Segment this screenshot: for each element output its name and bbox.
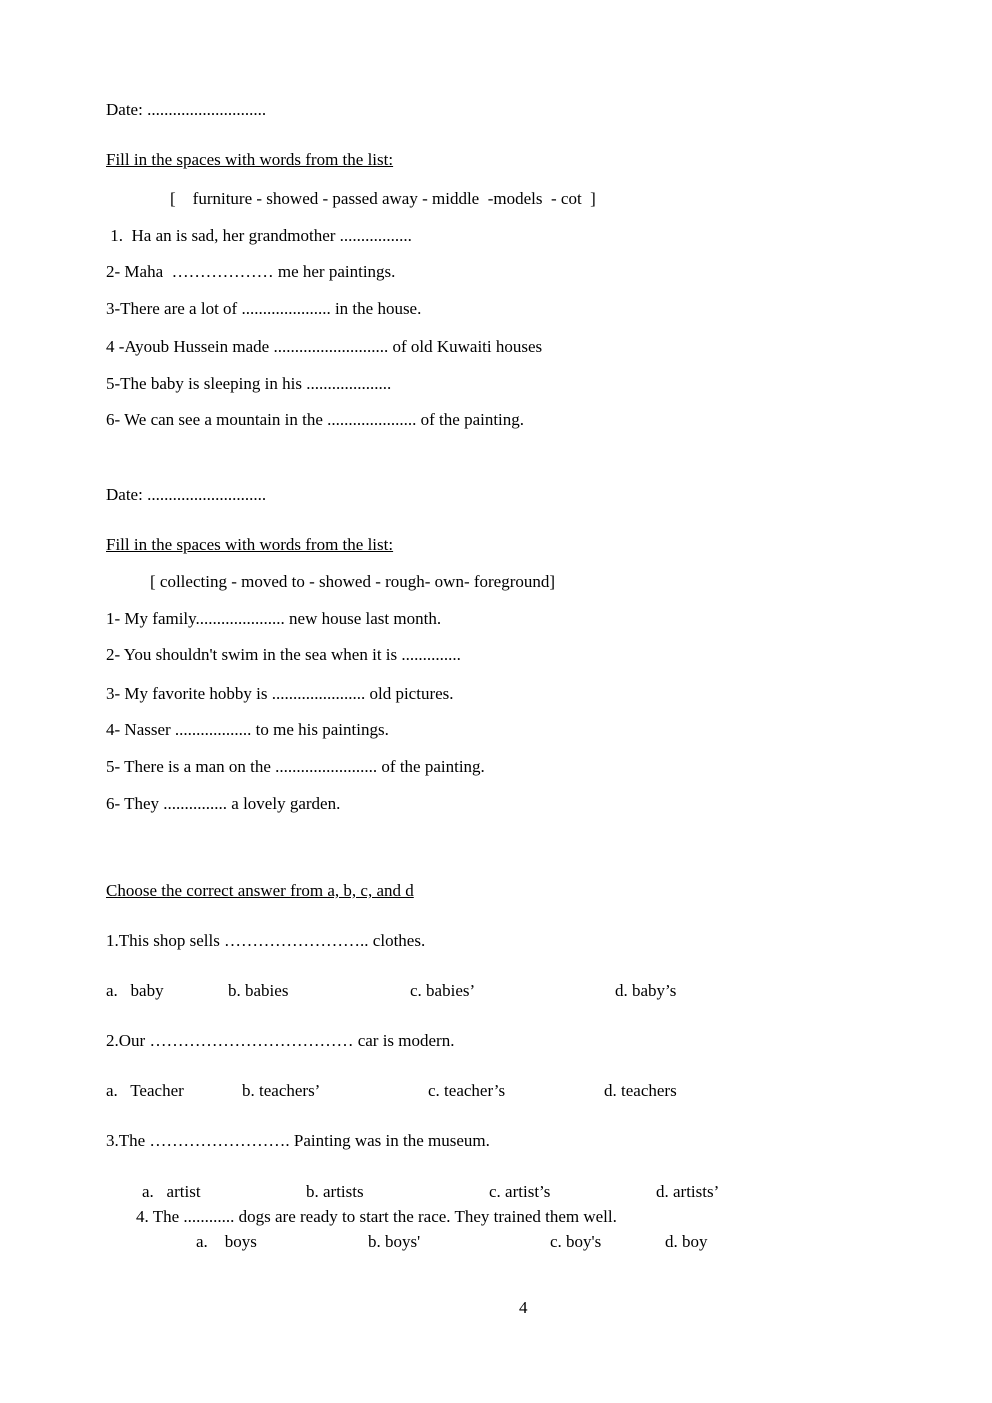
page-number: 4 <box>519 1298 528 1317</box>
question-4: 4. The ............ dogs are ready to start the race. They trained them well. <box>136 1207 617 1226</box>
question-1-option-a: a. baby <box>106 981 164 1000</box>
question-1-option-d: d. baby’s <box>615 981 677 1000</box>
section-1-item-1: 1. Ha an is sad, her grandmother ................. <box>106 226 412 245</box>
section-2-item-5: 5- There is a man on the ........................ of the painting. <box>106 757 485 776</box>
section-1-heading: Fill in the spaces with words from the list: <box>106 150 394 169</box>
question-2-option-a: a. Teacher <box>106 1081 184 1100</box>
question-4-option-a: a. boys <box>196 1232 257 1251</box>
question-2-option-d: d. teachers <box>604 1081 677 1100</box>
section-1-item-4: 4 -Ayoub Hussein made ........................... of old Kuwaiti houses <box>106 337 543 356</box>
question-1-option-b: b. babies <box>228 981 289 1000</box>
question-3-option-b: b. artists <box>306 1182 364 1201</box>
date-line-2: Date: ............................ <box>106 485 267 504</box>
question-3-option-d: d. artists’ <box>656 1182 720 1201</box>
section-1-item-2: 2- Maha ……………… me her paintings. <box>106 262 396 281</box>
question-3-option-a: a. artist <box>142 1182 201 1201</box>
section-1-word-list: [ furniture - showed - passed away - middle -models - cot ] <box>170 189 596 208</box>
section-2-word-list: [ collecting - moved to - showed - rough- own- foreground] <box>150 572 556 591</box>
section-2-heading: Fill in the spaces with words from the list: <box>106 535 394 554</box>
question-4-option-b: b. boys' <box>368 1232 421 1251</box>
question-4-option-c: c. boy's <box>550 1232 602 1251</box>
question-2-option-b: b. teachers’ <box>242 1081 321 1100</box>
question-2-option-c: c. teacher’s <box>428 1081 506 1100</box>
section-2-item-6: 6- They ............... a lovely garden. <box>106 794 341 813</box>
section-2-item-1: 1- My family..................... new house last month. <box>106 609 442 628</box>
question-1: 1.This shop sells …………………….. clothes. <box>106 931 426 950</box>
question-3: 3.The ……………………. Painting was in the museum. <box>106 1131 490 1150</box>
date-line-1: Date: ............................ <box>106 100 267 119</box>
section-1-item-3: 3-There are a lot of ..................... in the house. <box>106 299 422 318</box>
question-4-option-d: d. boy <box>665 1232 708 1251</box>
section-1-item-6: 6- We can see a mountain in the ..................... of the painting. <box>106 410 525 429</box>
section-2-item-3: 3- My favorite hobby is ...................... old pictures. <box>106 684 454 703</box>
question-2: 2.Our ……………………………… car is modern. <box>106 1031 455 1050</box>
section-2-item-4: 4- Nasser .................. to me his paintings. <box>106 720 389 739</box>
section-3-heading: Choose the correct answer from a, b, c, and d <box>106 881 414 900</box>
question-1-option-c: c. babies’ <box>410 981 476 1000</box>
question-3-option-c: c. artist’s <box>489 1182 551 1201</box>
section-1-item-5: 5-The baby is sleeping in his .................... <box>106 374 392 393</box>
section-2-item-2: 2- You shouldn't swim in the sea when it is .............. <box>106 645 461 664</box>
